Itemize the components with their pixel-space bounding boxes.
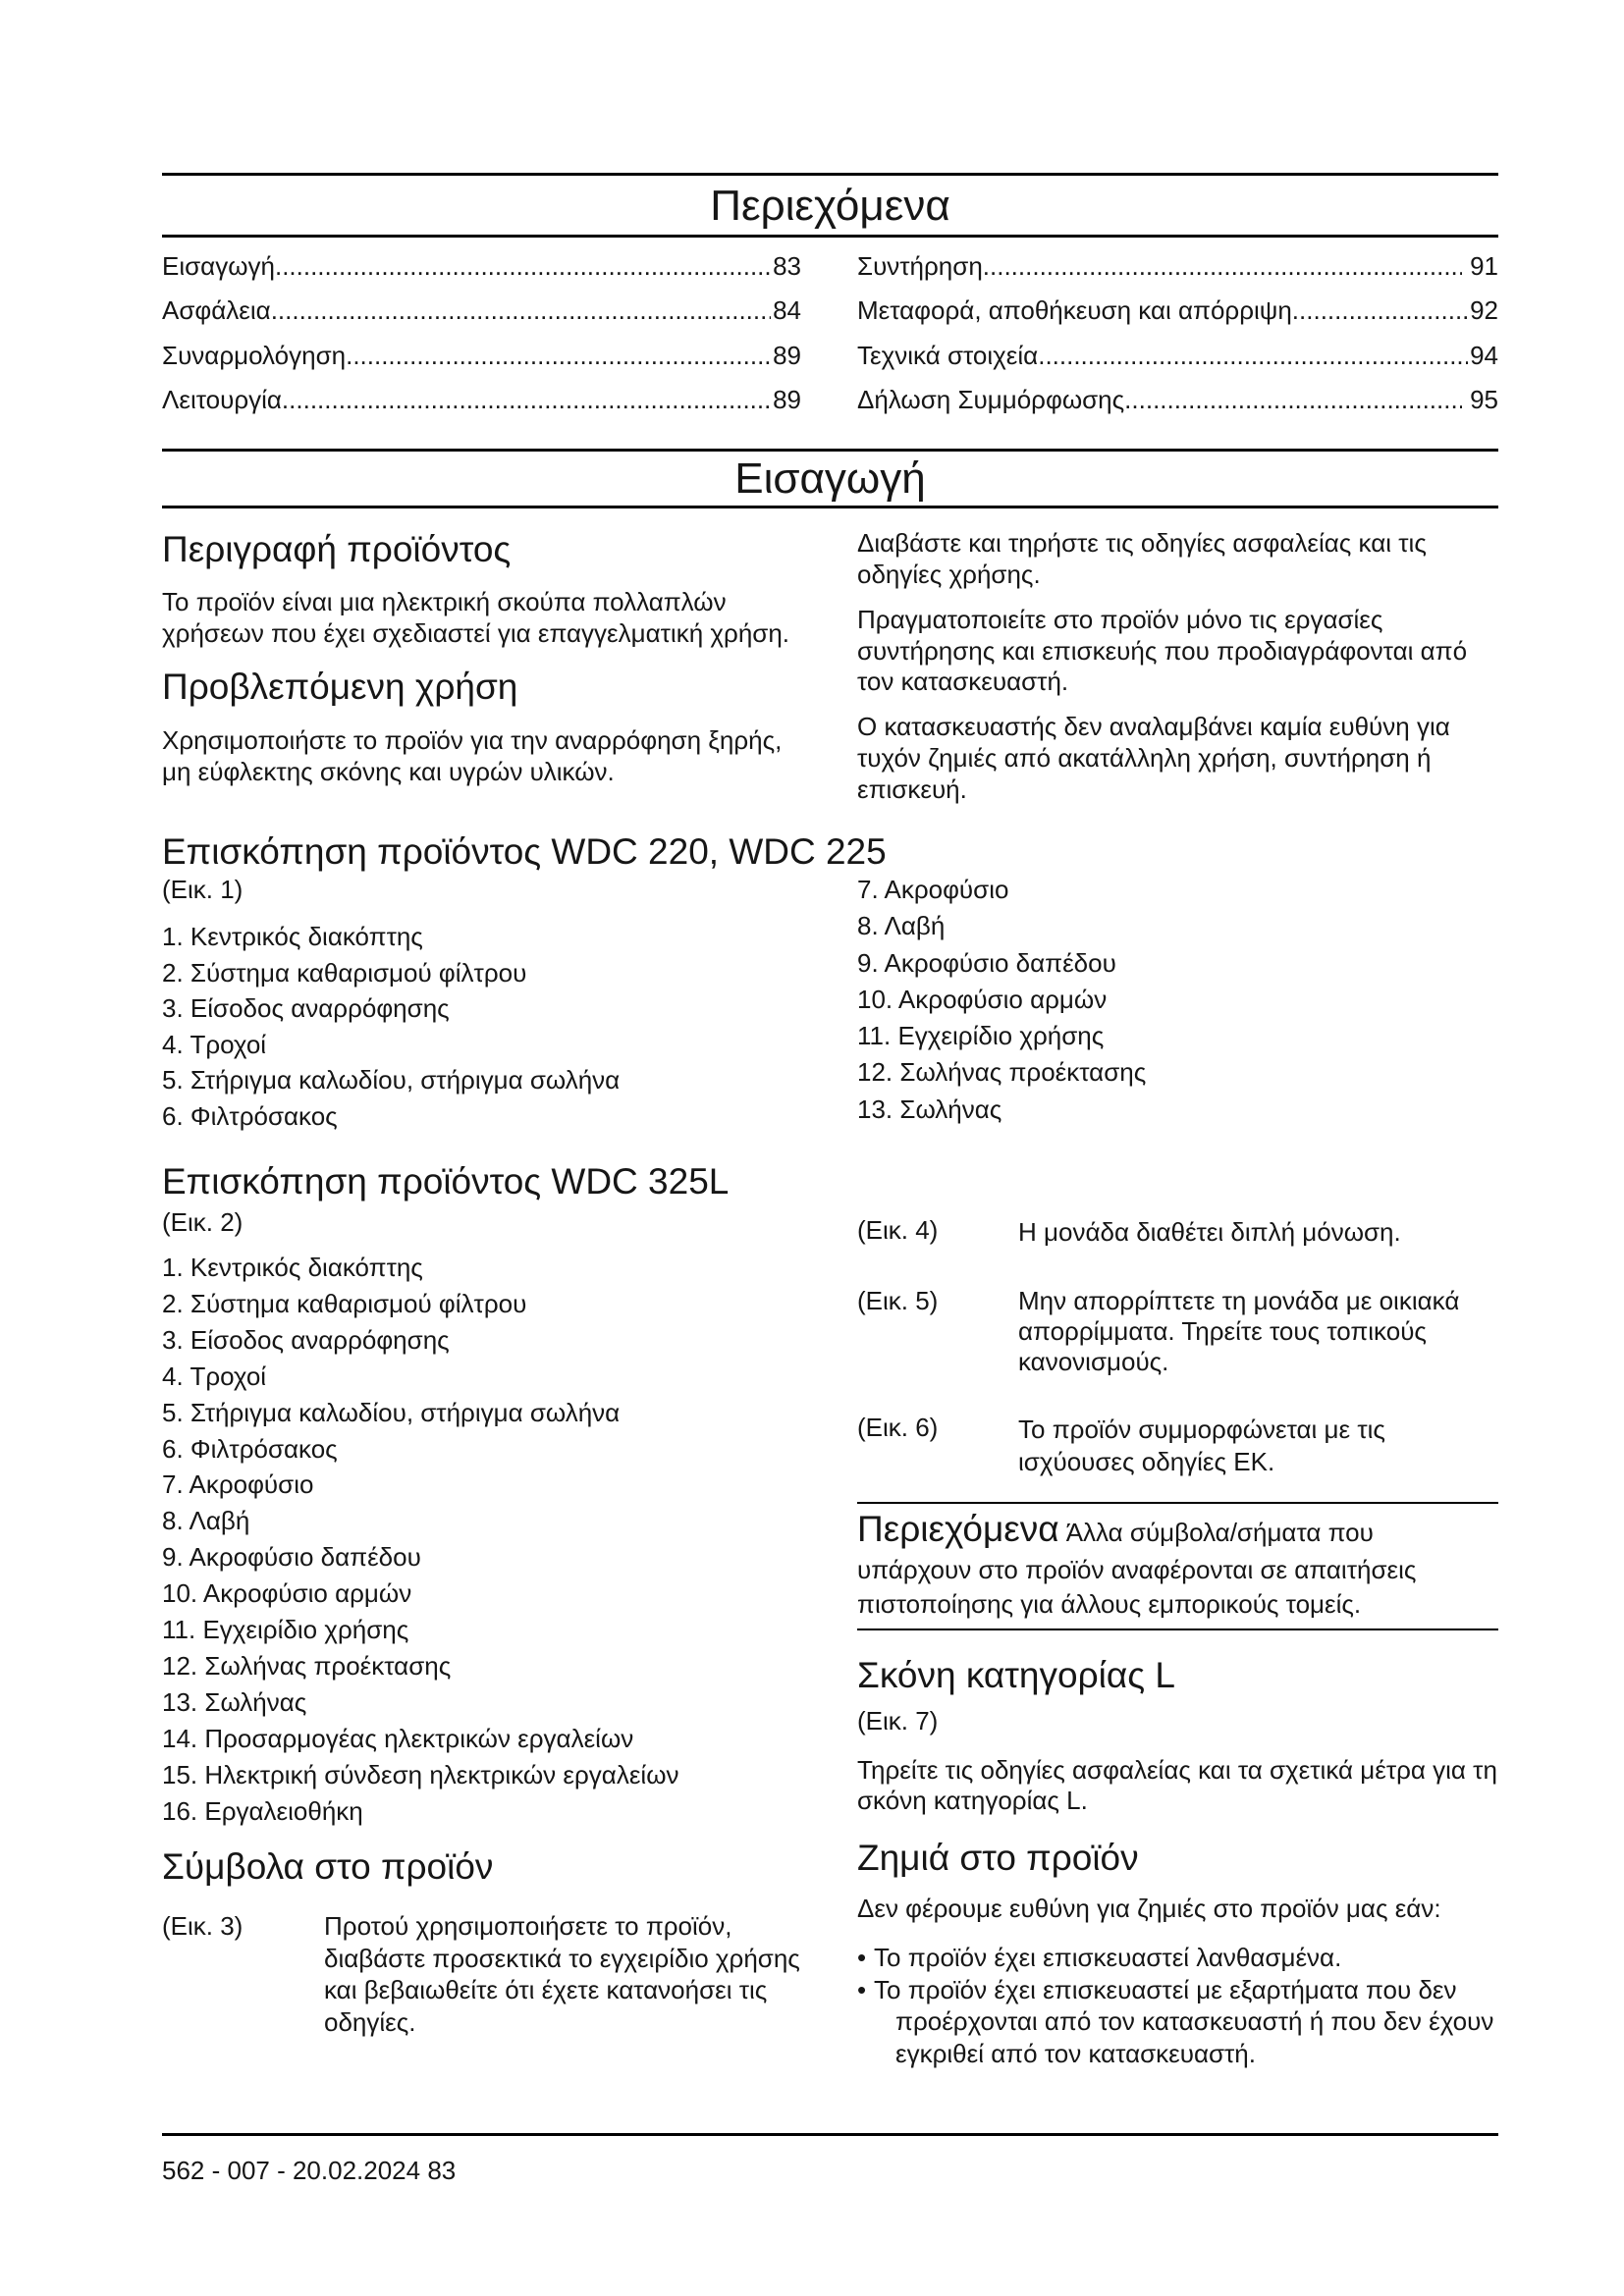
list-item <box>857 1974 1493 2006</box>
toc-entry-page: 95 <box>1470 385 1498 414</box>
divider-rule <box>857 1502 1498 1504</box>
toc-title-rule <box>162 235 1498 238</box>
safety-note-paragraph <box>857 528 1427 590</box>
bullet-marker: • <box>857 1974 867 2004</box>
list-item: 11. Εγχειρίδιο χρήσης <box>857 1021 1105 1051</box>
list-item: 16. Εργαλειοθήκη <box>162 1795 363 1826</box>
toc-entry-label: Δήλωση Συμμόρφωσης <box>857 385 1125 414</box>
list-item: 10. Ακροφύσιο αρμών <box>857 984 1108 1014</box>
damage-heading: Ζημιά στο προϊόν <box>857 1838 1139 1878</box>
list-item: 2. Σύστημα καθαρισμού φίλτρου <box>162 1288 527 1318</box>
paragraph-line: Τηρείτε τις οδηγίες ασφαλείας και τα σχετικά μέτρα για τη <box>857 1755 1497 1785</box>
paragraph-line: μη εύφλεκτης σκόνης και υγρών υλικών. <box>162 756 615 786</box>
other-marks-first-line <box>857 1508 1374 1559</box>
figure-reference: (Εικ. 7) <box>857 1706 939 1735</box>
other-marks-paragraph <box>857 1553 1416 1622</box>
toc-entry[interactable] <box>162 295 801 326</box>
overview-325l-heading: Επισκόπηση προϊόντος WDC 325L <box>162 1161 730 1201</box>
symbol-description <box>324 1910 800 2038</box>
toc-entry-page: 91 <box>1470 251 1498 281</box>
toc-leader-dots <box>275 251 771 282</box>
figure-reference: (Εικ. 2) <box>162 1207 244 1237</box>
toc-entry-page: 94 <box>1470 341 1498 370</box>
list-item: 6. Φιλτρόσακος <box>162 1433 338 1464</box>
list-item: 8. Λαβή <box>162 1506 250 1536</box>
section-top-rule <box>162 449 1498 452</box>
list-item: 2. Σύστημα καθαρισμού φίλτρου <box>162 957 527 988</box>
footer-text: 562 - 007 - 20.02.2024 83 <box>162 2156 457 2185</box>
toc-entry[interactable] <box>162 341 801 371</box>
toc-entry[interactable] <box>162 385 801 415</box>
toc-leader-dots <box>983 251 1462 282</box>
list-item: 15. Ηλεκτρική σύνδεση ηλεκτρικών εργαλείων <box>162 1759 679 1789</box>
list-item: 5. Στήριγμα καλωδίου, στήριγμα σωλήνα <box>162 1397 621 1427</box>
intended-use-heading: Προβλεπόμενη χρήση <box>162 667 518 707</box>
toc-leader-dots <box>1038 341 1468 371</box>
list-item: 14. Προσαρμογέας ηλεκτρικών εργαλείων <box>162 1723 634 1753</box>
toc-entry-label: Ασφάλεια <box>162 295 271 325</box>
symbol-description-line: διαβάστε προσεκτικά το εγχειρίδιο χρήσης <box>324 1943 800 1973</box>
overview-220-heading: Επισκόπηση προϊόντος WDC 220, WDC 225 <box>162 831 887 872</box>
toc-entry-label: Εισαγωγή <box>162 251 275 281</box>
damage-intro <box>857 1894 1441 1925</box>
footer-rule <box>162 2133 1498 2136</box>
toc-leader-dots <box>346 341 771 371</box>
figure-reference: (Εικ. 5) <box>857 1286 939 1315</box>
list-item: 5. Στήριγμα καλωδίου, στήριγμα σωλήνα <box>162 1065 621 1095</box>
toc-leader-dots <box>1124 385 1462 415</box>
toc-entry[interactable] <box>857 385 1498 415</box>
toc-entry[interactable] <box>857 295 1498 326</box>
section-title-rule <box>162 506 1498 508</box>
paragraph-line: οδηγίες χρήσης. <box>857 559 1041 589</box>
list-item-text: Το προϊόν έχει επισκευαστεί λανθασμένα. <box>874 1943 1342 1972</box>
paragraph-line: τον κατασκευαστή. <box>857 667 1069 696</box>
list-item: 6. Φιλτρόσακος <box>162 1100 338 1131</box>
toc-title: Περιεχόμενα <box>710 182 950 230</box>
toc-top-rule <box>162 173 1498 176</box>
toc-entry-page: 89 <box>773 341 801 370</box>
toc-entry-page: 83 <box>773 251 801 281</box>
symbol-description-line: κανονισμούς. <box>1018 1347 1169 1376</box>
list-item: 13. Σωλήνας <box>162 1686 307 1717</box>
symbol-description-line: Μην απορρίπτετε τη μονάδα με οικιακά <box>1018 1286 1460 1315</box>
paragraph-line: Χρησιμοποιήστε το προϊόν για την αναρρόφηση ξηρής, <box>162 725 783 755</box>
symbol-description-line: Η μονάδα διαθέτει διπλή μόνωση. <box>1018 1217 1401 1247</box>
section-title: Εισαγωγή <box>734 454 926 503</box>
bullet-marker: • <box>857 1943 867 1972</box>
symbol-description-line: Προτού χρησιμοποιήσετε το προϊόν, <box>324 1911 732 1941</box>
paragraph-line: Άλλα σύμβολα/σήματα που <box>1065 1518 1374 1547</box>
list-item: 10. Ακροφύσιο αρμών <box>162 1578 412 1609</box>
intended-use-paragraph <box>162 725 782 787</box>
symbol-description-line: και βεβαιωθείτε ότι έχετε κατανοήσει τις <box>324 1975 768 2004</box>
dust-class-paragraph <box>857 1755 1497 1816</box>
figure-reference: (Εικ. 6) <box>857 1413 939 1442</box>
toc-entry-label: Τεχνικά στοιχεία <box>857 341 1039 370</box>
symbol-description-line: απορρίμματα. Τηρείτε τους τοπικούς <box>1018 1316 1427 1346</box>
paragraph-line: επισκευή. <box>857 774 967 804</box>
toc-entry-page: 84 <box>773 295 801 325</box>
list-item <box>857 1942 1493 1974</box>
list-item: 3. Είσοδος αναρρόφησης <box>162 993 450 1024</box>
paragraph-line: χρήσεων που έχει σχεδιαστεί για επαγγελματική χρήση. <box>162 617 790 648</box>
symbol-description <box>1018 1217 1401 1249</box>
other-marks-heading: Περιεχόμενα <box>857 1509 1059 1549</box>
list-item: 7. Ακροφύσιο <box>162 1469 314 1500</box>
parts-list <box>162 1250 679 1830</box>
list-item: 8. Λαβή <box>857 911 946 941</box>
toc-entry[interactable] <box>857 251 1498 282</box>
product-description-heading: Περιγραφή προϊόντος <box>162 529 512 569</box>
toc-entry-page: 89 <box>773 385 801 414</box>
toc-entry-label: Μεταφορά, αποθήκευση και απόρριψη <box>857 295 1292 325</box>
list-item: 9. Ακροφύσιο δαπέδου <box>857 947 1116 978</box>
list-item-continuation: εγκριθεί από τον κατασκευαστή. <box>895 2038 1256 2068</box>
figure-reference: (Εικ. 1) <box>162 875 244 904</box>
list-item: 1. Κεντρικός διακόπτης <box>162 922 423 951</box>
paragraph-line: Το προϊόν είναι μια ηλεκτρική σκούπα πολλαπλών <box>162 587 727 616</box>
damage-bullet-list <box>857 1942 1493 2069</box>
toc-entry-label: Συναρμολόγηση <box>162 341 347 370</box>
product-description-paragraph <box>162 587 789 649</box>
list-item: 12. Σωλήνας προέκτασης <box>162 1650 452 1681</box>
toc-entry-page: 92 <box>1470 295 1498 325</box>
paragraph-line: Δεν φέρουμε ευθύνη για ζημιές στο προϊόν μας εάν: <box>857 1894 1441 1923</box>
paragraph-line: τυχόν ζημιές από ακατάλληλη χρήση, συντήρηση ή <box>857 743 1432 773</box>
symbol-description-line: οδηγίες. <box>324 2006 416 2037</box>
figure-reference: (Εικ. 3) <box>162 1911 244 1941</box>
list-item: 13. Σωλήνας <box>857 1094 1002 1124</box>
toc-entry[interactable] <box>857 341 1498 371</box>
list-item: 9. Ακροφύσιο δαπέδου <box>162 1542 421 1573</box>
symbol-description-line: ισχύουσες οδηγίες ΕΚ. <box>1018 1446 1275 1476</box>
paragraph-line: Πραγματοποιείτε στο προϊόν μόνο τις εργασίες <box>857 605 1383 634</box>
divider-rule <box>857 1629 1498 1630</box>
list-item: 4. Τροχοί <box>162 1361 267 1391</box>
paragraph-line: υπάρχουν στο προϊόν αναφέρονται σε απαιτήσεις <box>857 1555 1417 1584</box>
symbols-heading: Σύμβολα στο προϊόν <box>162 1846 494 1887</box>
list-item: 11. Εγχειρίδιο χρήσης <box>162 1615 409 1645</box>
paragraph-line: Διαβάστε και τηρήστε τις οδηγίες ασφαλείας και τις <box>857 528 1427 558</box>
toc-leader-dots <box>282 385 771 415</box>
list-item: 12. Σωλήνας προέκτασης <box>857 1057 1147 1088</box>
list-item: 1. Κεντρικός διακόπτης <box>162 1253 423 1282</box>
liability-note-paragraph <box>857 711 1450 805</box>
symbol-description <box>1018 1414 1385 1477</box>
paragraph-line: συντήρησης και επισκευής που προδιαγράφονται από <box>857 635 1468 666</box>
list-item-text: Το προϊόν έχει επισκευαστεί με εξαρτήματα που δεν <box>874 1974 1457 2004</box>
symbol-description-line: Το προϊόν συμμορφώνεται με τις <box>1018 1415 1385 1444</box>
symbol-description <box>1018 1286 1459 1377</box>
toc-entry-label: Λειτουργία <box>162 385 282 414</box>
paragraph-line: Ο κατασκευαστής δεν αναλαμβάνει καμία ευθύνη για <box>857 712 1450 741</box>
dust-class-heading: Σκόνη κατηγορίας L <box>857 1655 1175 1695</box>
toc-leader-dots <box>271 295 771 326</box>
paragraph-line: σκόνη κατηγορίας L. <box>857 1786 1088 1815</box>
maintenance-note-paragraph <box>857 605 1467 698</box>
toc-leader-dots <box>1292 295 1468 326</box>
toc-entry-label: Συντήρηση <box>857 251 983 281</box>
list-item-continuation: προέρχονται από τον κατασκευαστή ή που δεν έχουν <box>895 2006 1494 2036</box>
parts-list <box>162 919 620 1135</box>
toc-entry[interactable] <box>162 251 801 282</box>
parts-list <box>857 872 1146 1128</box>
figure-reference: (Εικ. 4) <box>857 1215 939 1245</box>
list-item: 4. Τροχοί <box>162 1029 267 1059</box>
list-item: 3. Είσοδος αναρρόφησης <box>162 1324 450 1355</box>
list-item: 7. Ακροφύσιο <box>857 875 1009 904</box>
paragraph-line: πιστοποίησης για άλλους εμπορικούς τομείς. <box>857 1589 1362 1619</box>
